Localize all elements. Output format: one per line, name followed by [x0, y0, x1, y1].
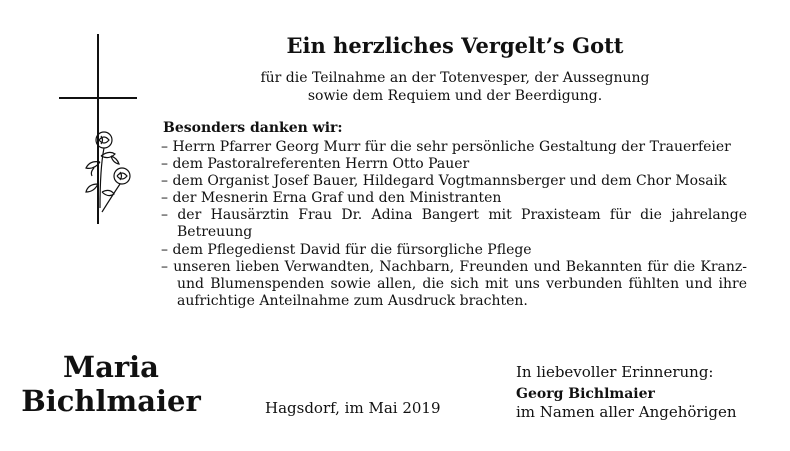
thanks-item: – dem Pastoralreferenten Herrn Otto Pauer — [161, 156, 470, 173]
last-name: Bichlmaier — [21, 384, 201, 418]
thanks-item: – dem Pflegedienst David für die fürsorgliche Pflege — [161, 241, 532, 258]
thanks-list — [161, 139, 747, 310]
intro-line: sowie dem Requiem und der Beerdigung. — [307, 88, 603, 104]
cross-icon-bar — [59, 97, 137, 99]
thanks-item: – unseren lieben Verwandten, Nachbarn, Freunden und Bekannten für die Kranz- und Blumenspenden sowie allen, die sich mit uns verbunden fühlten und ihre aufrichtige Anteilnahme zum Ausdruck brachten. — [161, 258, 747, 309]
memory-line: In liebevoller Erinnerung: — [516, 363, 714, 381]
roses-icon — [80, 126, 140, 216]
thanks-item: – Herrn Pfarrer Georg Murr für die sehr persönliche Gestaltung der Trauerfeier — [161, 139, 731, 155]
intro-line: für die Teilnahme an der Totenvesper, der Aussegnung — [260, 70, 650, 86]
headline: Ein herzliches Vergelt’s Gott — [286, 33, 624, 58]
signer-name: Georg Bichlmaier — [516, 386, 655, 402]
first-name: Maria — [63, 350, 159, 384]
thanks-item: – dem Organist Josef Bauer, Hildegard Vogtmannsberger und dem Chor Mosaik — [161, 173, 727, 190]
deceased-name — [16, 350, 206, 418]
thanks-item: – der Mesnerin Erna Graf und den Ministranten — [161, 190, 502, 207]
thanks-item: – der Hausärztin Frau Dr. Adina Bangert mit Praxisteam für die jahrelange Betreuung — [161, 207, 747, 241]
intro-text — [160, 69, 750, 105]
place-date: Hagsdorf, im Mai 2019 — [265, 399, 441, 417]
thanks-title: Besonders danken wir: — [163, 120, 343, 136]
signer-note: im Namen aller Angehörigen — [516, 403, 737, 421]
